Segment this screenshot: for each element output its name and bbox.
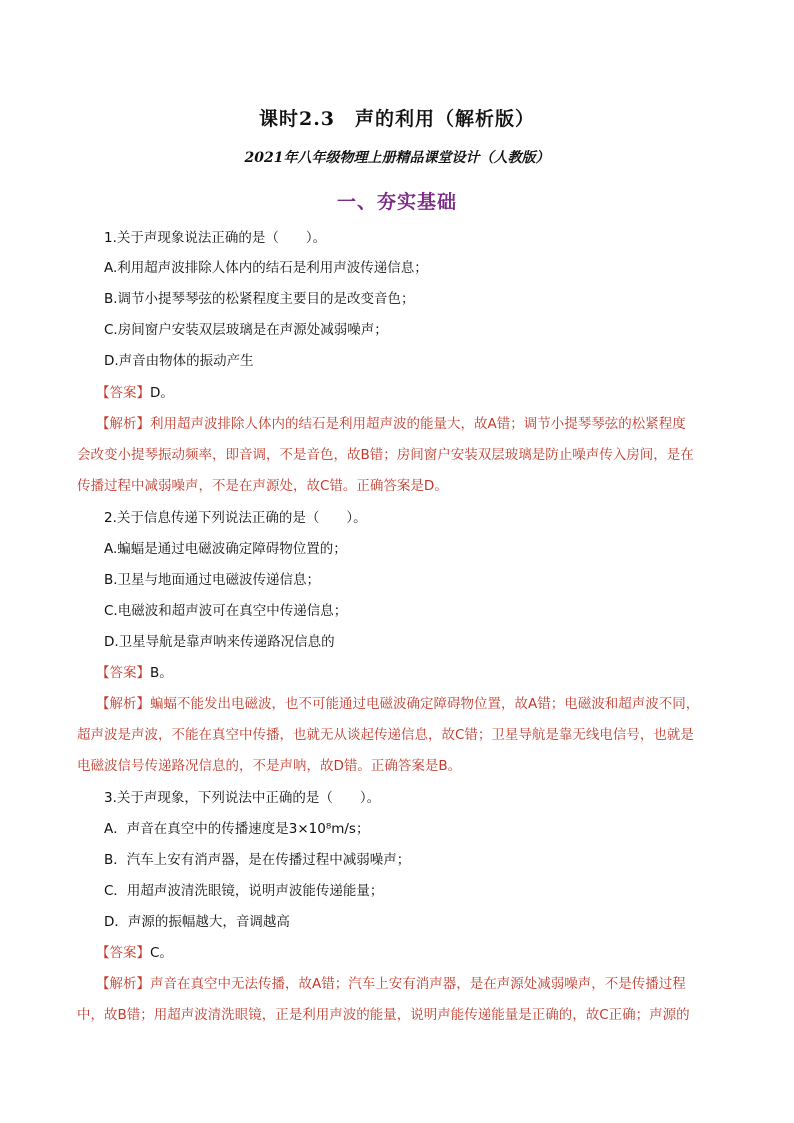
answer-tag: 【答案】 bbox=[96, 665, 150, 681]
question-3-analysis-line-1 bbox=[96, 974, 686, 994]
question-3-option-c: C．用超声波清洗眼镜，说明声波能传递能量； bbox=[104, 883, 384, 899]
answer-tag: 【答案】 bbox=[96, 945, 150, 961]
question-2-option-d: D.卫星导航是靠声呐来传递路况信息的 bbox=[104, 634, 335, 650]
question-1-answer bbox=[96, 383, 174, 403]
question-2-analysis-line-3: 电磁波信号传递路况信息的，不是声呐，故D错。正确答案是B。 bbox=[77, 758, 462, 774]
answer-value: C。 bbox=[150, 945, 173, 961]
question-1-analysis-line-2: 会改变小提琴振动频率，即音调，不是音色，故B错；房间窗户安装双层玻璃是防止噪声传入房间，是在 bbox=[77, 447, 694, 463]
question-2-option-c: C.电磁波和超声波可在真空中传递信息； bbox=[104, 603, 348, 619]
question-2-answer bbox=[96, 663, 173, 683]
answer-value: B。 bbox=[150, 665, 173, 681]
analysis-tag: 【解析】 bbox=[96, 696, 150, 712]
answer-tag: 【答案】 bbox=[96, 385, 150, 401]
question-1-analysis-line-1 bbox=[96, 414, 686, 434]
question-2-analysis-line-1 bbox=[96, 694, 699, 714]
analysis-tag: 【解析】 bbox=[96, 416, 150, 432]
question-3-stem: 3.关于声现象，下列说法中正确的是（ ）。 bbox=[104, 790, 381, 806]
question-3-answer bbox=[96, 943, 173, 963]
question-1-option-a: A.利用超声波排除人体内的结石是利用声波传递信息； bbox=[104, 260, 428, 276]
section-heading: 一、夯实基础 bbox=[336, 191, 457, 213]
question-3-option-b: B．汽车上安有消声器，是在传播过程中减弱噪声； bbox=[104, 852, 411, 868]
question-3-option-a: A．声音在真空中的传播速度是3×10⁸m/s； bbox=[104, 821, 370, 837]
question-1-stem: 1.关于声现象说法正确的是（ ）。 bbox=[104, 230, 327, 246]
answer-value: D。 bbox=[150, 385, 174, 401]
question-2-analysis-line-2: 超声波是声波，不能在真空中传播，也就无从谈起传递信息，故C错；卫星导航是靠无线电信号，也就是 bbox=[77, 727, 694, 743]
question-1-option-d: D.声音由物体的振动产生 bbox=[104, 353, 254, 369]
page-title: 课时2.3 声的利用（解析版） bbox=[258, 108, 536, 130]
analysis-text: 利用超声波排除人体内的结石是利用超声波的能量大，故A错；调节小提琴琴弦的松紧程度 bbox=[150, 416, 686, 432]
page-subtitle: 2021年八年级物理上册精品课堂设计（人教版） bbox=[244, 150, 550, 166]
question-1-option-c: C.房间窗户安装双层玻璃是在声源处减弱噪声； bbox=[104, 322, 388, 338]
analysis-text: 声音在真空中无法传播，故A错；汽车上安有消声器，是在声源处减弱噪声，不是传播过程 bbox=[150, 976, 686, 992]
analysis-tag: 【解析】 bbox=[96, 976, 150, 992]
analysis-text: 蝙蝠不能发出电磁波，也不可能通过电磁波确定障碍物位置，故A错；电磁波和超声波不同， bbox=[150, 696, 700, 712]
question-2-stem: 2.关于信息传递下列说法正确的是（ ）。 bbox=[104, 510, 367, 526]
question-2-option-a: A.蝙蝠是通过电磁波确定障碍物位置的； bbox=[104, 541, 347, 557]
question-3-option-d: D．声源的振幅越大，音调越高 bbox=[104, 914, 290, 930]
question-2-option-b: B.卫星与地面通过电磁波传递信息； bbox=[104, 572, 321, 588]
question-3-analysis-line-2: 中，故B错；用超声波清洗眼镜，正是利用声波的能量，说明声能传递能量是正确的，故C正确；声源的 bbox=[77, 1007, 690, 1023]
question-1-option-b: B.调节小提琴琴弦的松紧程度主要目的是改变音色； bbox=[104, 291, 415, 307]
question-1-analysis-line-3: 传播过程中减弱噪声，不是在声源处，故C错。正确答案是D。 bbox=[77, 478, 448, 494]
